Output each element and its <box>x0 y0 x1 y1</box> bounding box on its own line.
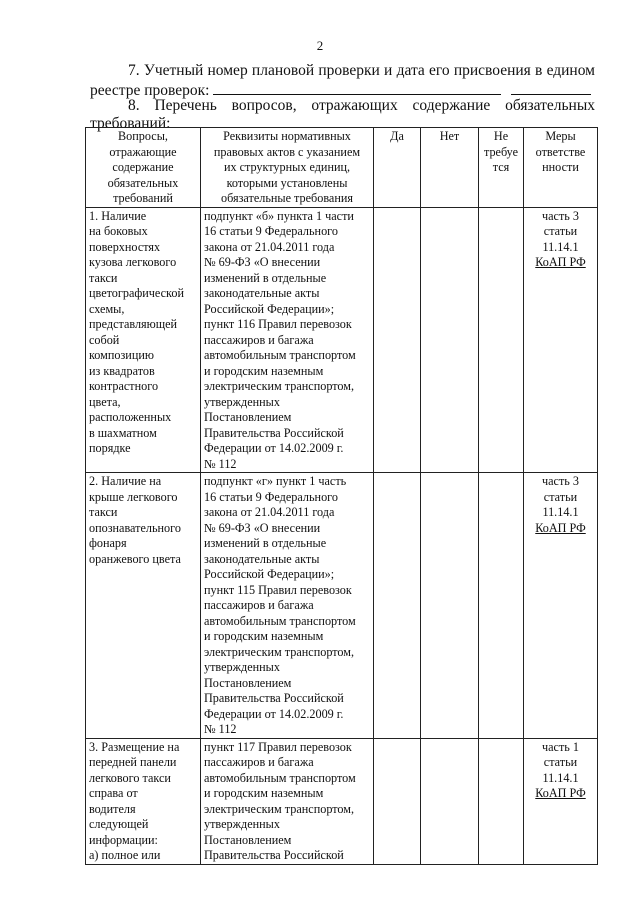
requisites-line: Постановлением <box>204 675 292 690</box>
question-line: фонаря <box>89 536 127 550</box>
requisites-cell <box>201 738 374 864</box>
requisites-line: пункт 116 Правил перевозок <box>204 317 352 331</box>
requisites-line: автомобильным транспортом <box>204 613 356 628</box>
measures-cell <box>524 473 598 739</box>
requisites-line: утвержденных <box>204 817 280 831</box>
requisites-line: подпункт «б» пункта 1 части <box>204 208 354 223</box>
requisites-line: Федерации от 14.02.2009 г. <box>204 706 344 721</box>
table-row <box>86 207 598 473</box>
question-line: из квадратов <box>89 363 155 378</box>
measures-line: 11.14.1 <box>542 505 579 519</box>
header-questions-line: обязательных <box>107 175 179 190</box>
not-required-cell[interactable] <box>479 473 524 739</box>
measures-cell <box>524 207 598 473</box>
question-line: контрастного <box>89 379 159 393</box>
requisites-line: закона от 21.04.2011 года <box>204 239 335 254</box>
question-line: поверхностях <box>89 239 161 254</box>
header-questions-line: содержание <box>112 160 174 174</box>
koap-link[interactable]: КоАП РФ <box>535 255 586 269</box>
header-questions <box>86 128 201 208</box>
requirements-table <box>85 127 598 865</box>
question-line: крыше легкового <box>89 489 178 504</box>
question-line: представляющей <box>89 317 178 331</box>
requisites-line: Российской Федерации»; <box>204 567 335 581</box>
requisites-cell <box>201 207 374 473</box>
measures-cell <box>524 738 598 864</box>
measures-line: часть 1 <box>542 739 579 754</box>
paragraph-8-line-2: требований: <box>90 115 171 132</box>
requisites-line: Правительства Российской <box>204 425 344 440</box>
yes-cell[interactable] <box>374 207 421 473</box>
requisites-line: утвержденных <box>204 394 280 409</box>
registry-date-blank <box>511 80 591 95</box>
question-line: опознавательного <box>89 520 181 535</box>
koap-link[interactable]: КоАП РФ <box>535 520 586 535</box>
requisites-line: Постановлением <box>204 410 292 424</box>
requisites-line: Российской Федерации»; <box>204 301 335 316</box>
koap-link[interactable]: КоАП РФ <box>535 786 586 800</box>
question-line: цвета, <box>89 394 121 409</box>
header-requisites-line: правовых актов с указанием <box>213 144 361 159</box>
header-not-required-line: Не <box>493 129 509 143</box>
question-line: цветографической <box>89 286 184 300</box>
requisites-line: Правительства Российской <box>204 691 344 705</box>
question-line: расположенных <box>89 410 172 424</box>
header-measures <box>524 128 598 208</box>
question-cell <box>86 738 201 864</box>
requisites-line: пункт 115 Правил перевозок <box>204 582 352 597</box>
question-line: легкового такси <box>89 770 171 785</box>
paragraph-7-line-2-text: реестре проверок: <box>90 82 210 99</box>
not-required-cell[interactable] <box>479 738 524 864</box>
header-not-required-line: требуе <box>483 144 519 159</box>
paragraph-8-line-1: 8. Перечень вопросов, отражающих содержание обязательных <box>128 97 595 114</box>
header-requisites-line: обязательные требования <box>221 191 353 205</box>
paragraph-7-line-1: 7. Учетный номер плановой проверки и дата его присвоения в едином <box>128 62 595 79</box>
question-line: водителя <box>89 801 136 816</box>
yes-cell[interactable] <box>374 473 421 739</box>
question-line: такси <box>89 270 118 285</box>
question-line: 3. Размещение на <box>89 739 180 754</box>
table-row <box>86 473 598 739</box>
measures-line: часть 3 <box>542 474 579 488</box>
question-line: 1. Наличие <box>89 208 147 223</box>
question-line: 2. Наличие на <box>89 474 162 488</box>
question-line: такси <box>89 505 118 519</box>
header-questions-line: Вопросы, <box>118 129 168 143</box>
header-measures-line: нности <box>542 160 579 174</box>
requisites-line: подпункт «г» пункт 1 часть <box>204 474 347 488</box>
header-no-line: Нет <box>439 129 460 143</box>
header-requisites-line: которыми установлены <box>226 175 348 190</box>
question-line: а) полное или <box>89 848 161 862</box>
question-line: передней панели <box>89 755 177 769</box>
requisites-line: автомобильным транспортом <box>204 348 356 362</box>
requisites-line: пункт 117 Правил перевозок <box>204 739 352 754</box>
measures-line: 11.14.1 <box>542 770 579 785</box>
measures-line: статьи <box>543 489 578 504</box>
requisites-line: закона от 21.04.2011 года <box>204 505 335 519</box>
table-row <box>86 738 598 864</box>
no-cell[interactable] <box>421 738 479 864</box>
requisites-line: автомобильным транспортом <box>204 770 356 785</box>
header-not-required-line: тся <box>492 160 510 174</box>
measures-line: 11.14.1 <box>542 239 579 254</box>
requisites-line: и городским наземным <box>204 363 324 378</box>
table-header-row <box>86 128 598 208</box>
not-required-cell[interactable] <box>479 207 524 473</box>
requisites-line: пассажиров и багажа <box>204 598 314 612</box>
header-requisites-line: Реквизиты нормативных <box>223 129 351 143</box>
measures-line: часть 3 <box>542 208 579 223</box>
requisites-line: № 69-ФЗ «О внесении <box>204 520 321 535</box>
question-line: оранжевого цвета <box>89 551 181 566</box>
requisites-line: пассажиров и багажа <box>204 332 314 347</box>
requisites-line: № 112 <box>204 722 237 736</box>
question-line: на боковых <box>89 224 148 238</box>
requisites-line: изменений в отдельные <box>204 270 327 285</box>
requisites-line: Постановлением <box>204 832 292 847</box>
measures-line: статьи <box>543 755 578 769</box>
question-line: собой <box>89 332 120 347</box>
header-measures-line: ответстве <box>535 144 586 159</box>
question-line: кузова легкового <box>89 255 177 269</box>
question-line: следующей <box>89 817 149 831</box>
registry-number-blank <box>213 80 501 95</box>
no-cell[interactable] <box>421 207 479 473</box>
requisites-line: Правительства Российской <box>204 848 344 862</box>
question-line: информации: <box>89 832 158 847</box>
header-no <box>421 128 479 208</box>
question-line: в шахматном <box>89 425 157 440</box>
header-requisites-line: их структурных единиц, <box>223 160 351 174</box>
header-requisites <box>201 128 374 208</box>
requisites-line: электрическим транспортом, <box>204 801 355 816</box>
header-yes <box>374 128 421 208</box>
requisites-line: 16 статьи 9 Федерального <box>204 224 338 238</box>
requisites-line: утвержденных <box>204 660 280 674</box>
question-cell <box>86 473 201 739</box>
requisites-line: пассажиров и багажа <box>204 755 314 769</box>
requisites-line: Федерации от 14.02.2009 г. <box>204 441 344 455</box>
question-line: композицию <box>89 348 154 362</box>
header-yes-line: Да <box>390 129 404 143</box>
requisites-line: электрическим транспортом, <box>204 644 355 659</box>
requisites-line: 16 статьи 9 Федерального <box>204 489 338 504</box>
requisites-line: законодательные акты <box>204 286 320 300</box>
question-line: справа от <box>89 786 138 800</box>
header-measures-line: Меры <box>545 129 576 143</box>
requisites-line: законодательные акты <box>204 551 320 566</box>
header-not-required <box>479 128 524 208</box>
measures-line: статьи <box>543 224 578 238</box>
no-cell[interactable] <box>421 473 479 739</box>
requisites-line: электрическим транспортом, <box>204 379 355 393</box>
requisites-line: № 69-ФЗ «О внесении <box>204 255 321 269</box>
question-line: схемы, <box>89 301 125 316</box>
page-number: 2 <box>316 38 324 53</box>
requisites-line: и городским наземным <box>204 786 324 800</box>
header-questions-line: требований <box>113 191 173 205</box>
requisites-line: изменений в отдельные <box>204 536 327 550</box>
requisites-cell <box>201 473 374 739</box>
paragraph-7 <box>90 62 595 100</box>
header-questions-line: отражающие <box>109 144 177 159</box>
yes-cell[interactable] <box>374 738 421 864</box>
question-cell <box>86 207 201 473</box>
requisites-line: № 112 <box>204 456 237 471</box>
requisites-line: и городским наземным <box>204 629 324 643</box>
question-line: порядке <box>89 441 131 455</box>
